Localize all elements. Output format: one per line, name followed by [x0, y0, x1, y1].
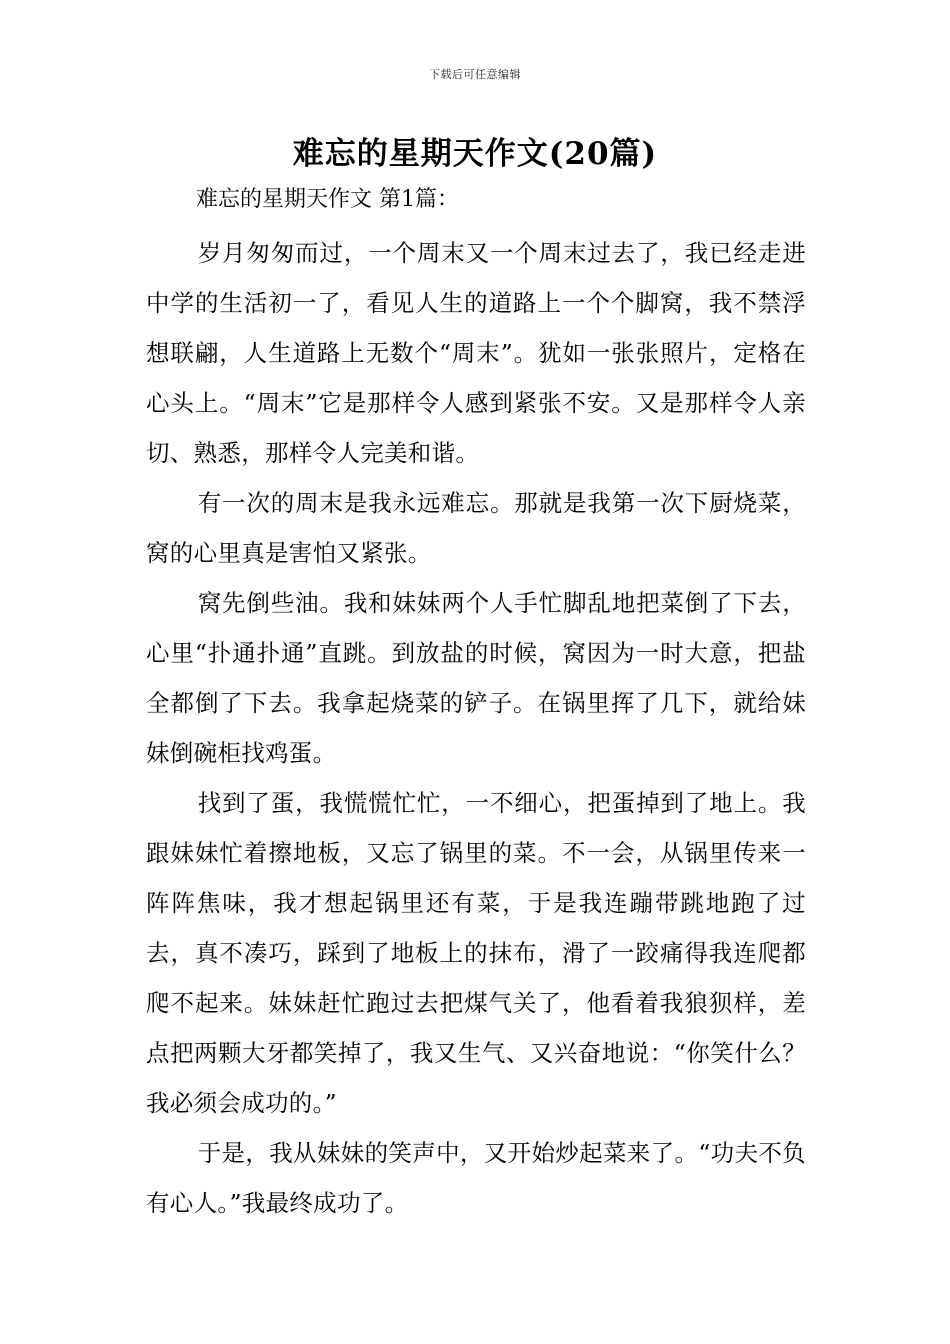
header-note: 下载后可任意编辑 — [429, 68, 521, 81]
paragraph: 窝先倒些油。我和妹妹两个人手忙脚乱地把菜倒了下去，心里“扑通扑通”直跳。到放盐的时候，窝因为一时大意，把盐全都倒了下去。我拿起烧菜的铲子。在锅里挥了几下，就给妹妹倒碗柜找鸡蛋。 — [146, 589, 806, 767]
essay-body — [146, 228, 806, 1228]
page-title: 难忘的星期天作文(20篇) — [292, 136, 658, 172]
paragraph: 于是，我从妹妹的笑声中，又开始炒起菜来了。“功夫不负有心人。”我最终成功了。 — [146, 1139, 806, 1217]
paragraph: 有一次的周末是我永远难忘。那就是我第一次下厨烧菜，窝的心里真是害怕又紧张。 — [146, 489, 806, 567]
section-heading: 难忘的星期天作文 第1篇： — [196, 187, 459, 212]
paragraph: 找到了蛋，我慌慌忙忙，一不细心，把蛋掉到了地上。我跟妹妹忙着擦地板，又忘了锅里的菜。不一会，从锅里传来一阵阵焦味，我才想起锅里还有菜，于是我连蹦带跳地跑了过去，真不凑巧，踩到了地板上的抹布，滑了一跤痛得我连爬都爬不起来。妹妹赶忙跑过去把煤气关了，他看着我狼狈样，差点把两颗大牙都笑掉了，我又生气、又兴奋地说：“你笑什么？我必须会成功的。” — [146, 789, 806, 1117]
paragraph: 岁月匆匆而过，一个周末又一个周末过去了，我已经走进中学的生活初一了，看见人生的道路上一个个脚窝，我不禁浮想联翩，人生道路上无数个“周末”。犹如一张张照片，定格在心头上。“周末”它是那样令人感到紧张不安。又是那样令人亲切、熟悉，那样令人完美和谐。 — [146, 239, 806, 467]
